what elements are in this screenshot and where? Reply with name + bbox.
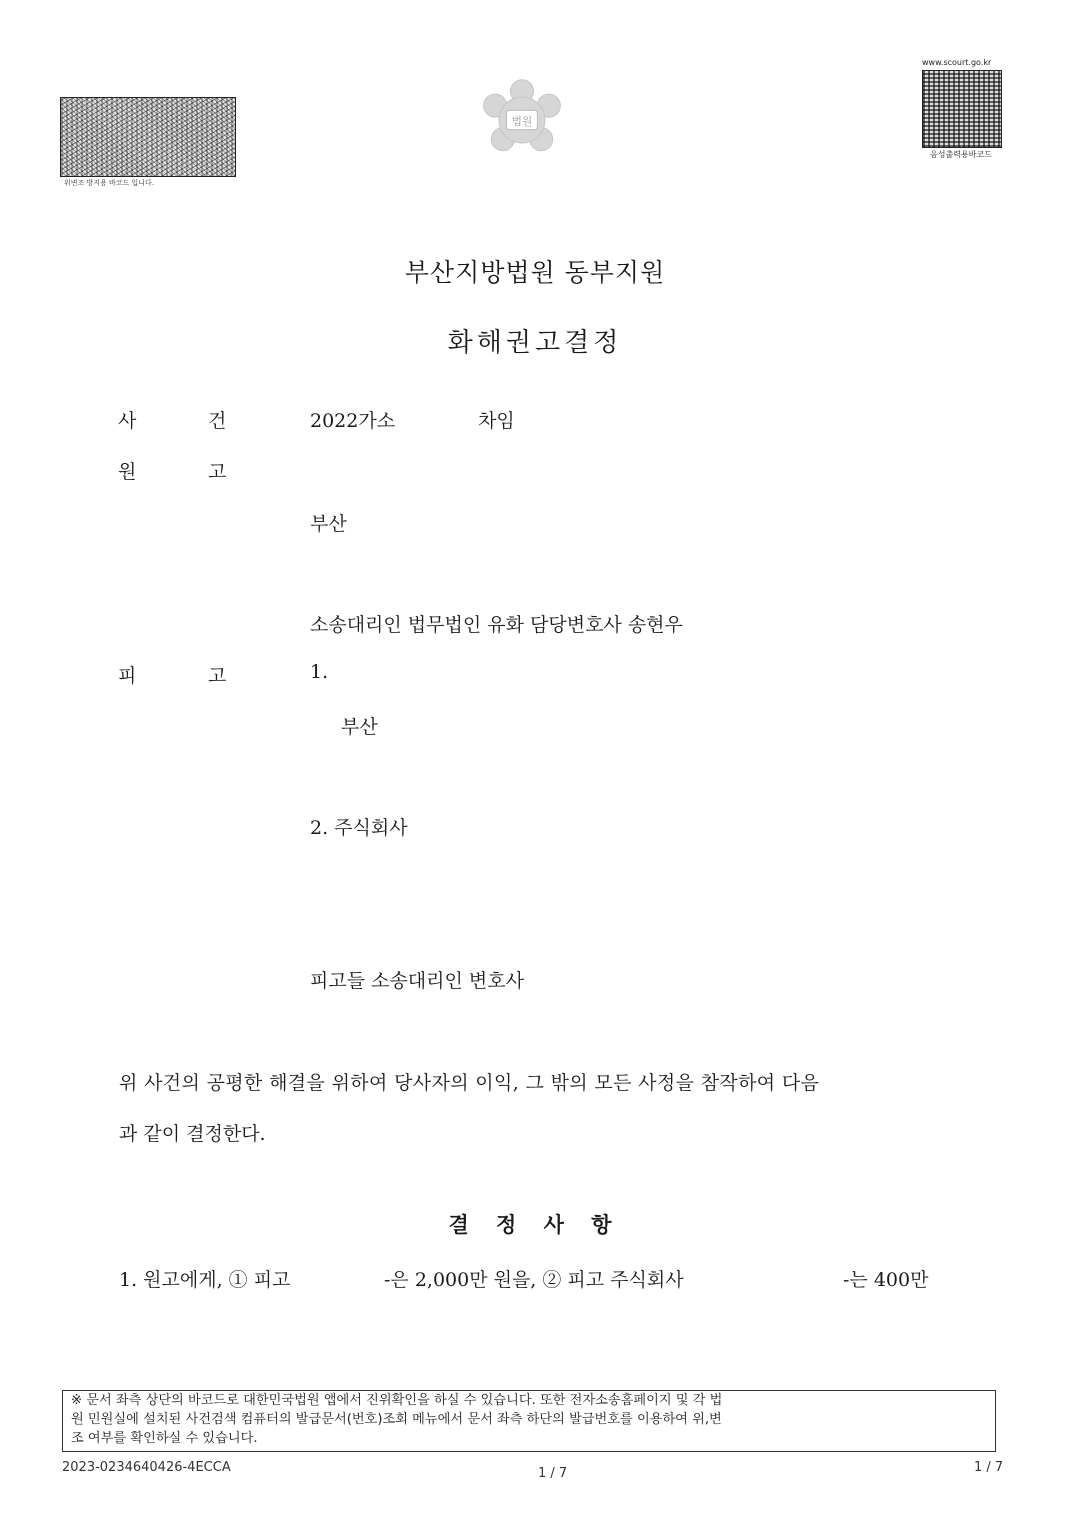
- court-name: 부산지방법원 동부지원: [404, 258, 666, 287]
- notice-line-3: 조 여부를 확인하실 수 있습니다.: [71, 1431, 258, 1446]
- decision-section-title: 결 정 사 항: [448, 1213, 622, 1237]
- plaintiff-agent: 소송대리인 법무법인 유화 담당변호사 송현우: [310, 614, 683, 636]
- case-label-2: 건: [208, 410, 227, 432]
- issue-number: 2023-0234640426-4ECCA: [62, 1460, 231, 1475]
- notice-line-1: ※ 문서 좌측 상단의 바코드로 대한민국법원 앱에서 진위확인을 하실 수 있습니다. 또한 전자소송홈페이지 및 각 법: [71, 1393, 723, 1408]
- page-indicator-right: 1 / 7: [974, 1460, 1004, 1475]
- defendant-label-1: 피: [118, 665, 137, 687]
- anti-forgery-barcode: [60, 97, 236, 177]
- body-paragraph-line-1: 위 사건의 공평한 해결을 위하여 당사자의 이익, 그 밖의 모든 사정을 참작하여 다음: [119, 1072, 820, 1094]
- decision-item1-part2: -은 2,000만 원을, ② 피고 주식회사: [384, 1269, 684, 1291]
- voice-output-barcode: [922, 70, 1002, 148]
- notice-line-2: 원 민원실에 설치된 사건검색 컴퓨터의 발급문서(번호)조회 메뉴에서 문서 좌측 하단의 발급번호를 이용하여 위,변: [71, 1412, 722, 1427]
- document-title: 화해권고결정: [447, 328, 623, 358]
- plaintiff-address: 부산: [310, 513, 347, 535]
- case-name: 차임: [478, 410, 515, 432]
- court-url: www.scourt.go.kr: [922, 58, 992, 67]
- court-emblem-icon: [474, 72, 570, 168]
- defendant-agent: 피고들 소송대리인 변호사: [310, 970, 524, 992]
- voice-barcode-caption: 음성출력용바코드: [930, 150, 992, 159]
- defendant-item1-address: 부산: [341, 716, 378, 738]
- emblem-label: 법원: [511, 115, 533, 128]
- defendant-item2: 2. 주식회사: [310, 817, 408, 839]
- decision-item1-part3: -는 400만: [843, 1269, 929, 1291]
- decision-item1-part1: 1. 원고에게, ① 피고: [119, 1269, 291, 1291]
- plaintiff-label-2: 고: [208, 461, 227, 483]
- case-label-1: 사: [118, 410, 137, 432]
- verification-notice: [62, 1390, 996, 1452]
- page-indicator-center: 1 / 7: [538, 1466, 568, 1481]
- defendant-label-2: 고: [208, 665, 227, 687]
- case-number: 2022가소: [310, 410, 396, 432]
- plaintiff-label-1: 원: [118, 461, 137, 483]
- defendant-item1-number: 1.: [310, 661, 329, 683]
- barcode-caption: 위변조 방지용 바코드 입니다.: [64, 179, 155, 187]
- body-paragraph-line-2: 과 같이 결정한다.: [119, 1123, 266, 1145]
